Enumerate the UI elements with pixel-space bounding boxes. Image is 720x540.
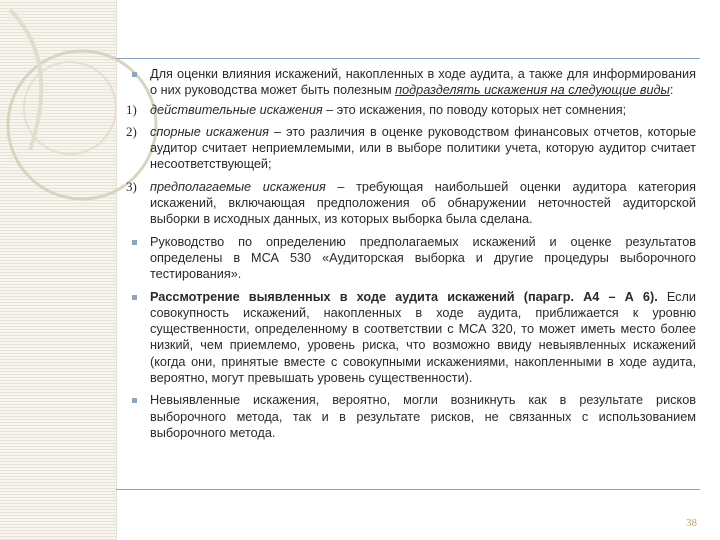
list-number: 2) (126, 123, 137, 139)
list-item (126, 124, 696, 173)
bullet-icon (132, 240, 137, 245)
text-run: Для оценки влияния искажений, накопленных в ходе аудита, а также для информирования о них руководства может быть полезным (150, 67, 696, 98)
page-number: 38 (686, 517, 697, 529)
text-run: Рассмотрение выявленных в ходе аудита искажений (парагр. А4 – А 6). (150, 289, 658, 304)
list-item (126, 102, 696, 118)
slide-body (126, 66, 696, 447)
text-run: : (669, 83, 674, 98)
text-run: Невыявленные искажения, вероятно, могли возникнуть как в результате рисков выборочного метода, так и в результате рисков, не связанных с использованием выборочного метода. (150, 393, 696, 440)
list-item (126, 289, 696, 387)
text-run: Если совокупность искажений, накопленных в ходе аудита, приближается к уровню существенности, определенному в соответствии с МСА 320, то может иметь место более низкий, чем приемлемо, уровень риска, что возможно ввиду невыявленных искажений (когда они, принятые вместе с совокупными искажениями, накопленными в ходе аудита, вероятно, могут превышать уровень существенности). (150, 289, 696, 386)
list-number: 1) (126, 101, 137, 117)
text-run: – это различия в оценке руководством финансовых отчетов, которые аудитор считает неприемлемыми, или в выборе политики учета, которую аудитор считает несоответствующей; (150, 124, 697, 172)
text-run: – это искажения, по поводу которых нет сомнения; (322, 102, 627, 117)
bullet-icon (132, 295, 137, 300)
text-run: действительные искажения (150, 102, 323, 117)
list-item (126, 179, 696, 228)
text-run: предполагаемые искажения (150, 179, 326, 194)
bullet-icon (132, 398, 137, 403)
list-item (126, 392, 696, 441)
text-run: Руководство по определению предполагаемых искажений и оценке результатов определены в МСА 530 «Аудиторская выборка и другие процедуры выборочного тестирования». (150, 234, 696, 282)
text-run: – требующая наибольшей оценки аудитора категория искажений, включающая предположения об обнаружении неточностей аудиторской выборки в исходных данных, из которых выборка была сделана. (150, 179, 696, 227)
text-run: спорные искажения (150, 124, 269, 139)
bullet-icon (132, 72, 137, 77)
list-item (126, 234, 696, 283)
list-item (126, 66, 696, 99)
text-run: подразделять искажения на следующие виды (395, 83, 670, 98)
list-number: 3) (126, 178, 137, 194)
